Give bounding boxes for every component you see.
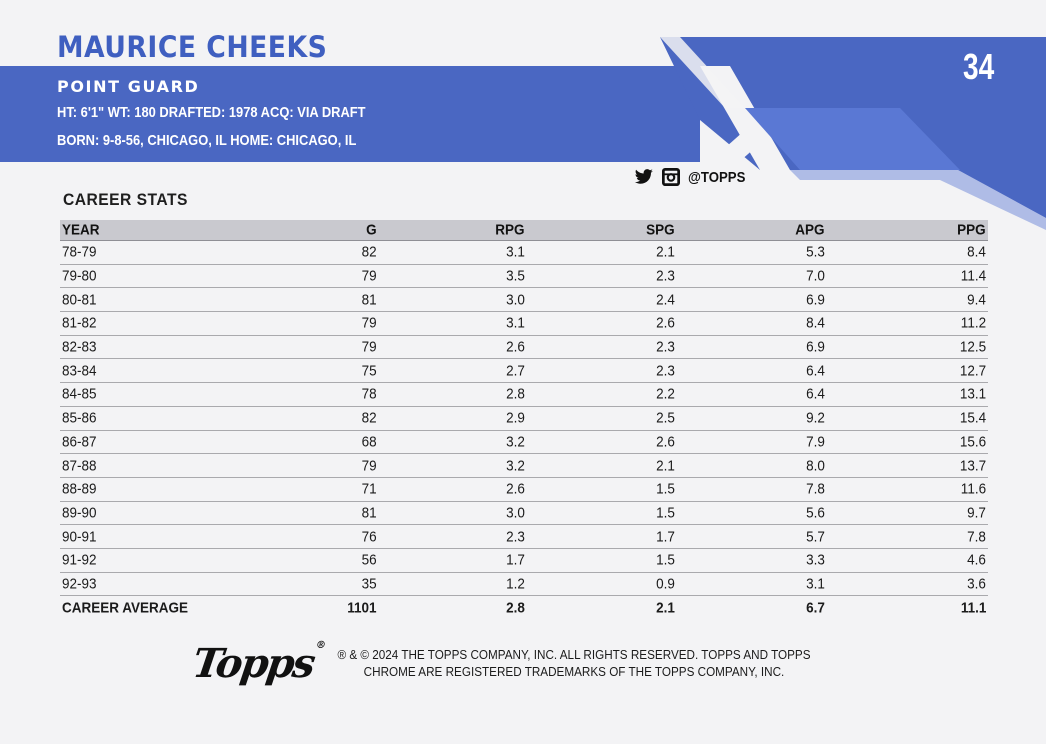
cell-year: 89-90 — [62, 504, 97, 522]
cell-spg: 2.3 — [656, 267, 675, 285]
cell-rpg: 2.8 — [506, 385, 525, 403]
cell-g: 35 — [361, 575, 377, 593]
cell-year: 90-91 — [62, 528, 97, 546]
cell-apg: 6.9 — [806, 338, 825, 356]
cell-year: 78-79 — [62, 243, 97, 261]
cell-ppg: 11.6 — [960, 480, 986, 498]
cell-apg: 5.7 — [806, 528, 825, 546]
cell-spg: 2.3 — [656, 338, 675, 356]
cell-year: 92-93 — [62, 575, 97, 593]
cell-apg: 8.4 — [806, 314, 825, 332]
total-cell-rpg: 2.8 — [506, 599, 525, 617]
cell-ppg: 15.4 — [959, 409, 986, 427]
cell-apg: 3.3 — [806, 551, 825, 569]
cell-g: 79 — [361, 267, 377, 285]
cell-g: 79 — [361, 314, 377, 332]
cell-year: 81-82 — [62, 314, 97, 332]
table-row — [60, 502, 988, 526]
legal-line-1: ® & © 2024 THE TOPPS COMPANY, INC. ALL RIGHTS RESERVED. TOPPS AND TOPPS — [337, 647, 811, 662]
cell-rpg: 1.7 — [506, 551, 525, 569]
table-header-row — [60, 220, 988, 241]
cell-rpg: 3.1 — [506, 314, 525, 332]
cell-rpg: 3.0 — [506, 504, 525, 522]
cell-spg: 2.6 — [656, 433, 675, 451]
cell-year: 84-85 — [62, 385, 97, 403]
cell-spg: 2.1 — [656, 457, 675, 475]
cell-ppg: 15.6 — [959, 433, 986, 451]
cell-g: 68 — [361, 433, 377, 451]
cell-ppg: 13.7 — [959, 457, 986, 475]
cell-ppg: 7.8 — [967, 528, 986, 546]
cell-apg: 6.9 — [806, 291, 825, 309]
topps-logo-text: Topps — [189, 640, 317, 687]
cell-ppg: 11.2 — [960, 314, 986, 332]
cell-ppg: 11.4 — [960, 267, 986, 285]
column-header-rpg: RPG — [495, 221, 525, 239]
card-number: 34 — [963, 46, 995, 87]
cell-ppg: 9.4 — [967, 291, 986, 309]
cell-g: 75 — [361, 362, 377, 380]
table-row — [60, 525, 988, 549]
cell-rpg: 2.9 — [506, 409, 525, 427]
column-header-spg: SPG — [646, 221, 675, 239]
cell-apg: 7.8 — [806, 480, 825, 498]
cell-year: 88-89 — [62, 480, 97, 498]
cell-g: 79 — [361, 338, 377, 356]
column-header-apg: APG — [795, 221, 825, 239]
career-stats-title: CAREER STATS — [63, 190, 188, 209]
twitter-icon — [634, 169, 654, 185]
cell-rpg: 3.0 — [506, 291, 525, 309]
cell-spg: 1.7 — [656, 528, 675, 546]
career-average-row — [60, 596, 988, 619]
cell-spg: 1.5 — [656, 551, 675, 569]
bio-line-birth: BORN: 9-8-56, CHICAGO, IL HOME: CHICAGO, IL — [57, 132, 357, 149]
cell-ppg: 13.1 — [959, 385, 986, 403]
cell-rpg: 2.7 — [506, 362, 525, 380]
social-handle — [634, 168, 753, 186]
cell-apg: 5.6 — [806, 504, 825, 522]
total-cell-g: 1101 — [347, 599, 377, 617]
cell-apg: 6.4 — [806, 385, 825, 403]
cell-g: 81 — [361, 504, 377, 522]
cell-ppg: 3.6 — [967, 575, 986, 593]
table-row — [60, 336, 988, 360]
cell-spg: 2.6 — [656, 314, 675, 332]
table-row — [60, 312, 988, 336]
cell-g: 81 — [361, 291, 377, 309]
cell-spg: 2.3 — [656, 362, 675, 380]
total-cell-spg: 2.1 — [656, 599, 675, 617]
cell-year: 85-86 — [62, 409, 97, 427]
cell-year: 86-87 — [62, 433, 97, 451]
cell-apg: 6.4 — [806, 362, 825, 380]
column-header-ppg: PPG — [957, 221, 986, 239]
cell-rpg: 1.2 — [506, 575, 525, 593]
cell-rpg: 3.5 — [506, 267, 525, 285]
column-header-year: YEAR — [62, 221, 100, 239]
cell-g: 82 — [361, 409, 377, 427]
cell-ppg: 12.5 — [959, 338, 986, 356]
total-cell-apg: 6.7 — [806, 599, 825, 617]
player-name: MAURICE CHEEKS — [57, 30, 328, 64]
table-row — [60, 288, 988, 312]
cell-apg: 7.9 — [806, 433, 825, 451]
legal-notice — [322, 646, 826, 680]
table-row — [60, 407, 988, 431]
table-row — [60, 383, 988, 407]
cell-ppg: 4.6 — [967, 551, 986, 569]
total-cell-year: CAREER AVERAGE — [62, 599, 189, 617]
cell-g: 78 — [361, 385, 377, 403]
cell-apg: 7.0 — [806, 267, 825, 285]
cell-spg: 0.9 — [656, 575, 675, 593]
cell-rpg: 2.6 — [506, 480, 525, 498]
cell-year: 82-83 — [62, 338, 97, 356]
cell-spg: 2.4 — [656, 291, 675, 309]
cell-rpg: 2.6 — [506, 338, 525, 356]
cell-year: 80-81 — [62, 291, 97, 309]
cell-apg: 8.0 — [806, 457, 825, 475]
table-row — [60, 573, 988, 597]
cell-apg: 3.1 — [806, 575, 825, 593]
table-row — [60, 454, 988, 478]
cell-year: 87-88 — [62, 457, 97, 475]
cell-year: 91-92 — [62, 551, 97, 569]
bio-line-physical: HT: 6'1" WT: 180 DRAFTED: 1978 ACQ: VIA DRAFT — [57, 104, 366, 121]
social-handle-text: @TOPPS — [688, 168, 746, 186]
cell-ppg: 8.4 — [967, 243, 986, 261]
topps-logo: Topps® — [189, 640, 325, 687]
cell-g: 76 — [361, 528, 377, 546]
cell-g: 82 — [361, 243, 377, 261]
player-position: POINT GUARD — [57, 77, 200, 96]
cell-rpg: 2.3 — [506, 528, 525, 546]
total-cell-ppg: 11.1 — [960, 599, 986, 617]
cell-g: 71 — [361, 480, 377, 498]
table-row — [60, 549, 988, 573]
cell-apg: 9.2 — [806, 409, 825, 427]
column-header-g: G — [366, 221, 377, 239]
cell-rpg: 3.1 — [506, 243, 525, 261]
legal-line-2: CHROME ARE REGISTERED TRADEMARKS OF THE TOPPS COMPANY, INC. — [363, 664, 785, 679]
cell-rpg: 3.2 — [506, 457, 525, 475]
cell-spg: 2.5 — [656, 409, 675, 427]
cell-spg: 1.5 — [656, 504, 675, 522]
cell-year: 83-84 — [62, 362, 97, 380]
career-stats-table — [60, 220, 988, 619]
table-row — [60, 241, 988, 265]
cell-g: 56 — [361, 551, 377, 569]
cell-rpg: 3.2 — [506, 433, 525, 451]
table-row — [60, 359, 988, 383]
cell-spg: 2.2 — [656, 385, 675, 403]
table-row — [60, 431, 988, 455]
table-row — [60, 478, 988, 502]
table-row — [60, 265, 988, 289]
cell-ppg: 9.7 — [967, 504, 986, 522]
cell-ppg: 12.7 — [959, 362, 986, 380]
cell-spg: 2.1 — [656, 243, 675, 261]
cell-year: 79-80 — [62, 267, 97, 285]
cell-g: 79 — [361, 457, 377, 475]
cell-spg: 1.5 — [656, 480, 675, 498]
cell-apg: 5.3 — [806, 243, 825, 261]
instagram-icon — [662, 168, 680, 186]
